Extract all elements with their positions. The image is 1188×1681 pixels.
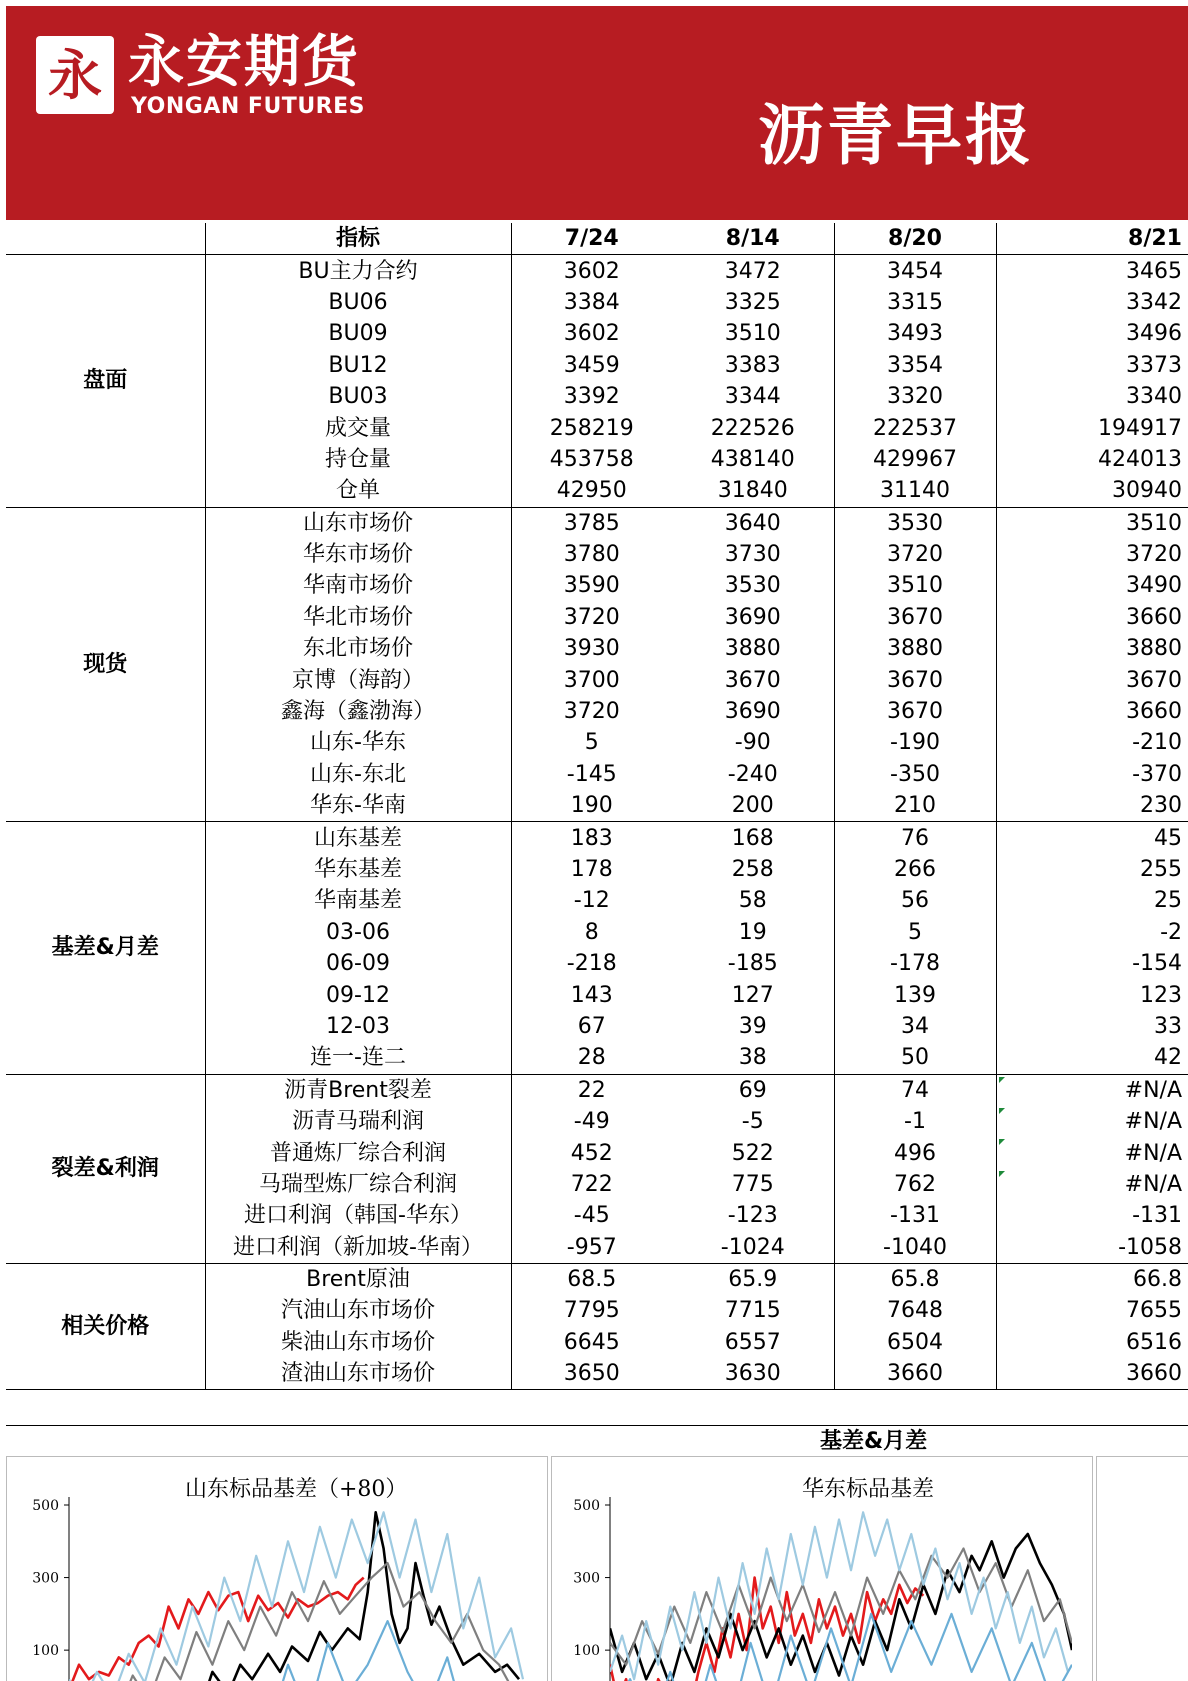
value-cell: 3510 [724, 321, 781, 347]
series-line [69, 1563, 519, 1681]
value-cell: 3880 [834, 633, 996, 664]
value-cell: 3700 [511, 664, 672, 695]
group-label: 裂差&利润 [6, 1074, 205, 1263]
value-cell: 19 [738, 919, 767, 945]
value-cell: -12 [511, 885, 672, 916]
value-cell: 3670 [834, 664, 996, 695]
value-cell: 76 [834, 822, 996, 854]
value-cell: 42 [996, 1042, 1188, 1074]
value-cell: 66.8 [996, 1263, 1188, 1295]
value-cell: 3602 [511, 255, 672, 287]
value-cell: 25 [996, 885, 1188, 916]
value-cell: 3660 [996, 602, 1188, 633]
value-cell: -90 [734, 730, 771, 756]
indicator-label: 成交量 [324, 415, 391, 441]
value-cell: 7655 [996, 1295, 1188, 1326]
value-cell: 3383 [724, 352, 781, 378]
value-cell: -131 [996, 1200, 1188, 1231]
value-cell: -131 [834, 1200, 996, 1231]
value-cell: #N/A [996, 1137, 1188, 1168]
table-header-row [6, 223, 1188, 255]
value-cell: 65.8 [834, 1263, 996, 1295]
value-cell: 496 [834, 1137, 996, 1168]
value-cell: 50 [834, 1042, 996, 1074]
indicator-label: 进口利润（新加坡-华南） [205, 1232, 511, 1264]
indicator-label: BU主力合约 [298, 258, 418, 284]
value-cell: 5 [834, 917, 996, 948]
value-cell: 178 [511, 854, 672, 885]
indicator-label: BU12 [328, 352, 388, 378]
value-cell: 3670 [724, 667, 781, 693]
indicator-table [6, 223, 1188, 1390]
value-cell: 3354 [834, 350, 996, 381]
value-cell: 775 [731, 1171, 774, 1197]
value-cell: -240 [727, 761, 778, 787]
value-cell: 3660 [834, 1358, 996, 1390]
section-divider [6, 1425, 1188, 1426]
value-cell: 3490 [996, 570, 1188, 601]
y-tick-label: 300 [573, 1570, 600, 1587]
value-cell: 28 [511, 1042, 672, 1074]
value-cell: 210 [834, 790, 996, 822]
group-label: 基差&月差 [6, 822, 205, 1074]
indicator-label: 华东-华南 [205, 790, 511, 822]
value-cell: 3320 [834, 381, 996, 412]
value-cell: 3530 [724, 573, 781, 599]
value-cell: 74 [834, 1074, 996, 1106]
value-cell: 3465 [996, 255, 1188, 287]
yongan-logo-icon [36, 36, 114, 114]
value-cell: -218 [511, 948, 672, 979]
value-cell: 6516 [996, 1327, 1188, 1358]
indicator-label: 京博（海韵） [291, 667, 424, 693]
value-cell: 22 [511, 1074, 672, 1106]
value-cell: 7795 [511, 1295, 672, 1326]
value-cell: 7715 [724, 1298, 781, 1324]
value-cell: 429967 [834, 444, 996, 475]
value-cell: -190 [834, 727, 996, 758]
value-cell: 3325 [724, 289, 781, 315]
indicator-label: 09-12 [326, 982, 390, 1008]
value-cell: -123 [727, 1203, 778, 1229]
value-cell: 56 [834, 885, 996, 916]
value-cell: 42950 [511, 475, 672, 507]
value-cell: -1 [834, 1106, 996, 1137]
value-cell: 522 [731, 1140, 774, 1166]
value-cell: 183 [511, 822, 672, 854]
indicator-label: 柴油山东市场价 [280, 1329, 435, 1355]
value-cell: 34 [834, 1011, 996, 1042]
header-date-4: 8/21 [996, 223, 1188, 255]
value-cell: 3670 [834, 696, 996, 727]
value-cell: 452 [511, 1137, 672, 1168]
indicator-label: 06-09 [326, 951, 390, 977]
value-cell: -49 [511, 1106, 672, 1137]
value-cell: 3342 [996, 287, 1188, 318]
value-cell: -145 [511, 759, 672, 790]
value-cell: 762 [834, 1169, 996, 1200]
indicator-label: 进口利润（韩国-华东） [244, 1203, 472, 1229]
value-cell: 194917 [996, 412, 1188, 443]
value-cell: 424013 [996, 444, 1188, 475]
value-cell: 33 [996, 1011, 1188, 1042]
value-cell: 3630 [672, 1358, 834, 1390]
value-cell: -350 [834, 759, 996, 790]
header-banner [6, 6, 1188, 220]
table-row [6, 1263, 1188, 1295]
value-cell: #N/A [996, 1074, 1188, 1106]
chart-panel-huadong [551, 1456, 1093, 1681]
indicator-label: 03-06 [326, 919, 390, 945]
value-cell: 3880 [724, 636, 781, 662]
series-line [69, 1512, 523, 1681]
table-row [6, 1074, 1188, 1106]
value-cell: 168 [731, 825, 774, 851]
value-cell: 143 [511, 979, 672, 1010]
logo-english-name: YONGAN FUTURES [131, 94, 365, 119]
indicator-label: 持仓量 [324, 446, 391, 472]
value-cell: 3880 [996, 633, 1188, 664]
table-row [6, 822, 1188, 854]
value-cell: 453758 [511, 444, 672, 475]
value-cell: 31140 [834, 475, 996, 507]
value-cell: 3459 [511, 350, 672, 381]
value-cell: -1058 [996, 1232, 1188, 1264]
y-tick-label: 500 [32, 1498, 59, 1514]
value-cell: 3930 [511, 633, 672, 664]
value-cell: 3602 [511, 318, 672, 349]
header-indicator: 指标 [205, 223, 511, 255]
value-cell: -5 [741, 1109, 764, 1135]
value-cell: -45 [511, 1200, 672, 1231]
value-cell: 68.5 [511, 1263, 672, 1295]
indicator-label: 沥青马瑞利润 [291, 1109, 424, 1135]
value-cell: 3530 [834, 507, 996, 539]
value-cell: 31840 [672, 475, 834, 507]
indicator-label: 东北市场价 [302, 636, 413, 662]
indicator-label: BU06 [328, 289, 388, 315]
value-cell: 230 [996, 790, 1188, 822]
group-label: 盘面 [6, 255, 205, 507]
value-cell: 3344 [724, 384, 781, 410]
value-cell: 438140 [710, 446, 795, 472]
value-cell: -957 [511, 1232, 672, 1264]
indicator-label: 山东市场价 [302, 510, 413, 536]
value-cell: 3510 [834, 570, 996, 601]
value-cell: 3670 [996, 664, 1188, 695]
header-date-1: 7/24 [511, 223, 672, 255]
table-row [6, 255, 1188, 287]
indicator-label: 山东-东北 [310, 761, 406, 787]
value-cell: -154 [996, 948, 1188, 979]
value-cell: -210 [996, 727, 1188, 758]
value-cell: 6645 [511, 1327, 672, 1358]
chart-panel-cropped [1096, 1456, 1188, 1681]
value-cell: 123 [996, 979, 1188, 1010]
value-cell: -370 [996, 759, 1188, 790]
value-cell: 3720 [511, 602, 672, 633]
value-cell: 3720 [511, 696, 672, 727]
indicator-label: 渣油山东市场价 [205, 1358, 511, 1390]
indicator-label: 仓单 [205, 475, 511, 507]
value-cell: 222537 [834, 412, 996, 443]
value-cell: #N/A [996, 1169, 1188, 1200]
value-cell: 3510 [996, 507, 1188, 539]
value-cell: 67 [511, 1011, 672, 1042]
header-blank-cell [6, 223, 205, 255]
header-date-2: 8/14 [672, 223, 834, 255]
value-cell: 3454 [834, 255, 996, 287]
group-label: 现货 [6, 507, 205, 822]
value-cell: 266 [834, 854, 996, 885]
value-cell: 8 [511, 917, 672, 948]
indicator-label: BU09 [328, 321, 388, 347]
value-cell: 258219 [511, 412, 672, 443]
indicator-label: 华东基差 [313, 857, 402, 882]
indicator-label: 汽油山东市场价 [280, 1298, 435, 1324]
value-cell: 255 [996, 854, 1188, 885]
value-cell: -178 [834, 948, 996, 979]
value-cell: 127 [731, 982, 774, 1008]
value-cell: 3720 [834, 539, 996, 570]
value-cell: 3340 [996, 381, 1188, 412]
indicator-label: 12-03 [326, 1013, 390, 1039]
value-cell: 6504 [834, 1327, 996, 1358]
table-row [6, 507, 1188, 539]
value-cell: 5 [511, 727, 672, 758]
value-cell: 3690 [724, 699, 781, 725]
chart-title-huadong: 华东标品基差 [802, 1477, 935, 1502]
indicator-label: Brent原油 [306, 1267, 410, 1293]
indicator-label: 普通炼厂综合利润 [269, 1140, 446, 1166]
charts-section-title: 基差&月差 [820, 1429, 928, 1454]
value-cell: 139 [834, 979, 996, 1010]
group-label: 相关价格 [6, 1263, 205, 1390]
indicator-label: 华南基差 [313, 888, 402, 914]
indicator-label: 马瑞型炼厂综合利润 [258, 1171, 457, 1197]
value-cell: 3660 [996, 696, 1188, 727]
value-cell: -185 [727, 951, 778, 977]
indicator-label: 连一-连二 [205, 1042, 511, 1074]
value-cell: 3670 [834, 602, 996, 633]
value-cell: 3373 [996, 350, 1188, 381]
value-cell: 69 [738, 1077, 767, 1103]
value-cell: 3472 [724, 258, 781, 284]
value-cell: 3720 [996, 539, 1188, 570]
value-cell: 39 [738, 1013, 767, 1039]
y-tick-label: 100 [573, 1643, 600, 1660]
value-cell: 200 [672, 790, 834, 822]
value-cell: 258 [731, 857, 774, 882]
y-tick-label: 100 [32, 1643, 59, 1660]
value-cell: 3730 [724, 542, 781, 568]
indicator-label: 华南市场价 [302, 573, 413, 599]
table-body [6, 255, 1188, 1390]
value-cell: 3590 [511, 570, 672, 601]
value-cell: 3650 [511, 1358, 672, 1390]
indicator-label: 华东市场价 [302, 542, 413, 568]
indicator-label: 鑫海（鑫渤海） [280, 699, 435, 725]
value-cell: 58 [738, 888, 767, 914]
value-cell: 3493 [834, 318, 996, 349]
logo-glyph: 永 [48, 44, 102, 107]
value-cell: 30940 [996, 475, 1188, 507]
chart-panel-shandong [6, 1456, 548, 1681]
value-cell: 38 [672, 1042, 834, 1074]
value-cell: -1024 [672, 1232, 834, 1264]
value-cell: 3640 [724, 510, 781, 536]
value-cell: 222526 [710, 415, 795, 441]
header-date-3: 8/20 [834, 223, 996, 255]
indicator-label: 山东基差 [313, 825, 402, 851]
indicator-label: BU03 [328, 384, 388, 410]
value-cell: 3780 [511, 539, 672, 570]
value-cell: 722 [511, 1169, 672, 1200]
value-cell: -2 [996, 917, 1188, 948]
value-cell: 190 [511, 790, 672, 822]
value-cell: 3392 [511, 381, 672, 412]
logo-mark-icon [36, 36, 114, 114]
value-cell: #N/A [996, 1106, 1188, 1137]
value-cell: 3496 [996, 318, 1188, 349]
indicator-label: 山东-华东 [310, 730, 406, 756]
indicator-label: 华北市场价 [302, 604, 413, 630]
value-cell: -1040 [834, 1232, 996, 1264]
value-cell: 3384 [511, 287, 672, 318]
report-title: 沥青早报 [758, 97, 1034, 174]
y-tick-label: 500 [573, 1498, 600, 1514]
y-tick-label: 300 [32, 1570, 59, 1587]
value-cell: 45 [996, 822, 1188, 854]
value-cell: 3315 [834, 287, 996, 318]
value-cell: 3785 [511, 507, 672, 539]
value-cell: 65.9 [728, 1267, 778, 1293]
indicator-label: 沥青Brent裂差 [284, 1077, 432, 1103]
value-cell: 3690 [724, 604, 781, 630]
value-cell: 6557 [724, 1329, 781, 1355]
value-cell: 7648 [834, 1295, 996, 1326]
chart-title-shandong: 山东标品基差（+80） [185, 1477, 408, 1502]
value-cell: 3660 [996, 1358, 1188, 1390]
logo-chinese-name: 永安期货 [128, 30, 360, 95]
